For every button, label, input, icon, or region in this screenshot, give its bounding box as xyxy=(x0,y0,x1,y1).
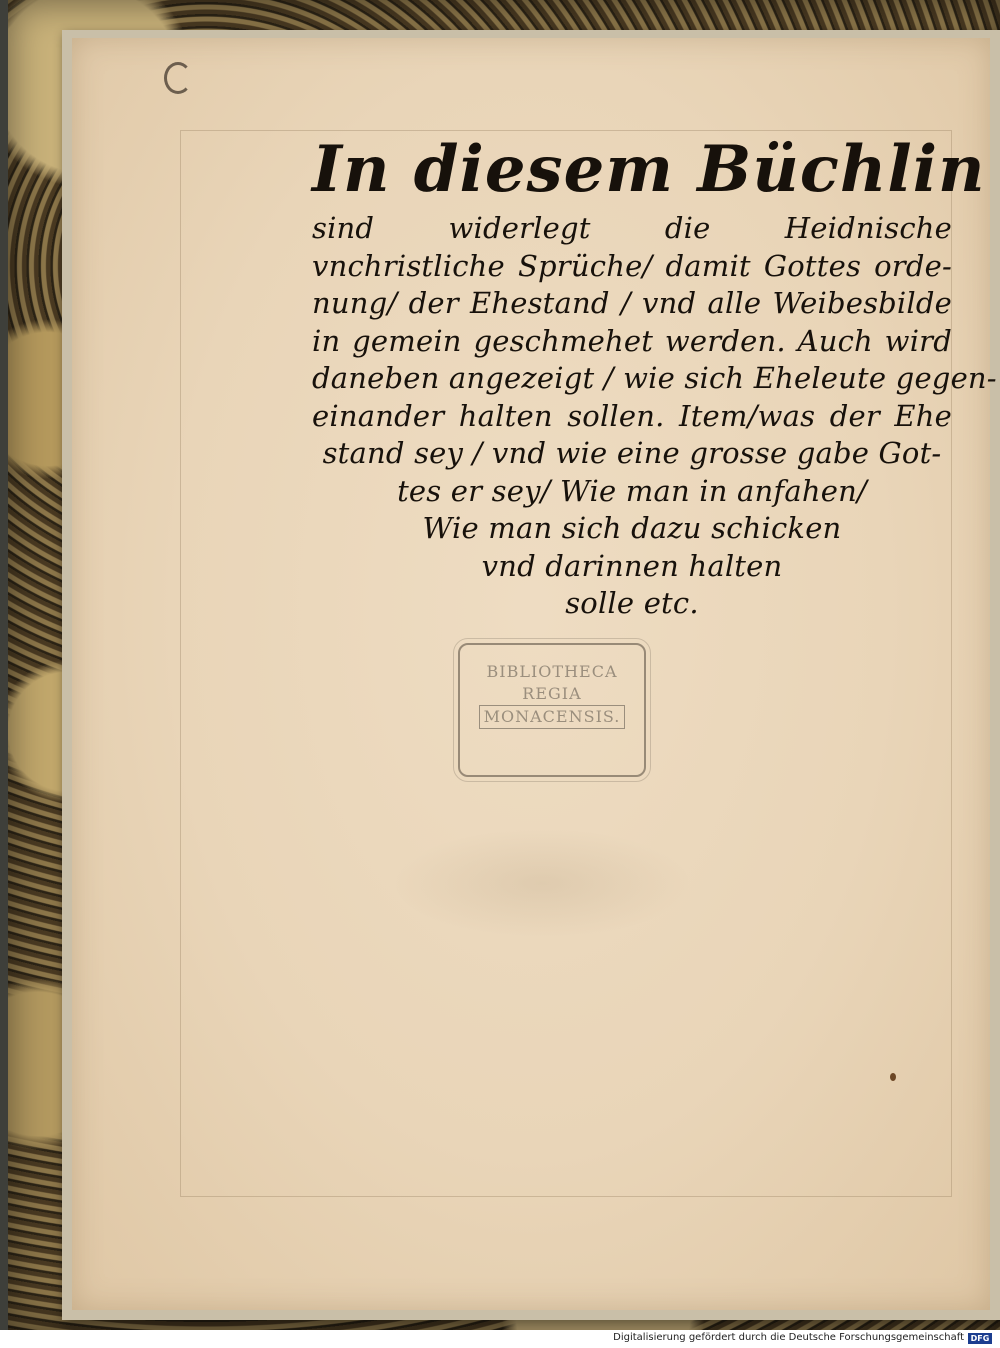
text-line: daneben angezeigt / wie sich Eheleute gegen- xyxy=(312,361,997,395)
footer-bar xyxy=(0,1330,1000,1348)
headline: In diesem Büchlin xyxy=(312,132,986,207)
text-line: vnchristliche Sprüche/ damit Gottes orde- xyxy=(312,248,952,283)
funding-notice: Digitalisierung gefördert durch die Deutsche Forschungsgemeinschaft xyxy=(613,1332,964,1343)
text-line: Wie man sich dazu schicken xyxy=(422,511,842,545)
dfg-logo-icon: DFG xyxy=(968,1333,992,1344)
text-line: tes er sey/ Wie man in anfahen/ xyxy=(397,473,867,508)
stamp-line-3: MONACENSIS. xyxy=(479,705,626,729)
text-line: stand sey / vnd wie eine grosse gabe Got- xyxy=(322,436,942,470)
ink-mark xyxy=(164,62,192,94)
library-stamp xyxy=(458,643,646,777)
foxing-spot xyxy=(890,1073,896,1081)
title-page xyxy=(72,38,997,1310)
title-text-block xyxy=(312,130,997,623)
stamp-line-1: BIBLIOTHECA xyxy=(486,662,618,681)
text-line: in gemein geschmehet werden. Auch wird xyxy=(312,323,952,358)
text-line: einander halten sollen. Item/was der Ehe xyxy=(312,398,952,433)
stamp-line-2: REGIA xyxy=(522,684,582,703)
text-line: sind widerlegt die Heidnische xyxy=(312,211,952,245)
show-through xyxy=(392,828,692,938)
text-line: solle etc. xyxy=(565,586,699,620)
text-line: nung/ der Ehestand / vnd alle Weibesbilde xyxy=(312,286,952,320)
text-line: vnd darinnen halten xyxy=(481,548,783,583)
